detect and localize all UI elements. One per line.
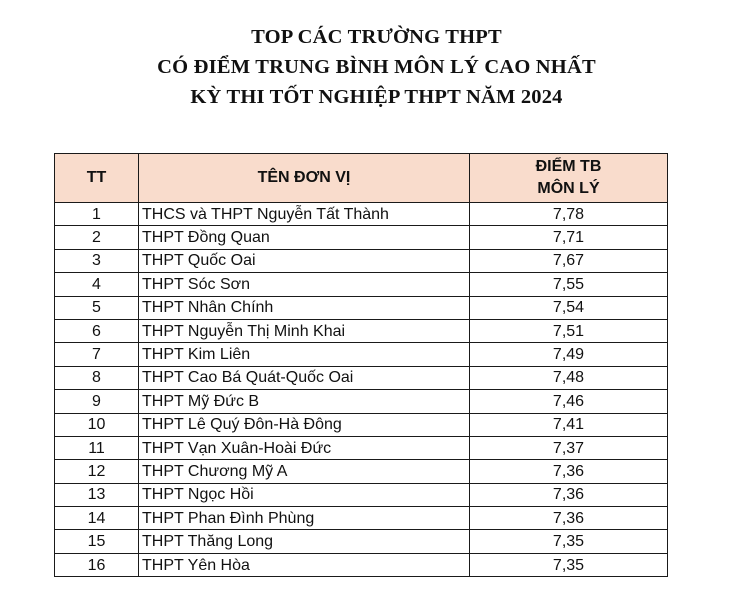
table-row	[55, 390, 668, 413]
title-line-1: TOP CÁC TRƯỜNG THPT	[251, 26, 502, 48]
ranking-table	[54, 153, 668, 577]
row-number: 15	[55, 530, 139, 553]
school-name: THPT Cao Bá Quát-Quốc Oai	[139, 366, 470, 389]
school-name: THPT Chương Mỹ A	[139, 460, 470, 483]
header-score	[470, 154, 668, 203]
title-line-3: KỲ THI TỐT NGHIỆP THPT NĂM 2024	[190, 86, 563, 108]
school-name: THPT Nhân Chính	[139, 296, 470, 319]
row-number: 6	[55, 319, 139, 342]
school-name: THPT Vạn Xuân-Hoài Đức	[139, 436, 470, 459]
header-name: TÊN ĐƠN VỊ	[139, 154, 470, 203]
score-value: 7,36	[470, 483, 668, 506]
table-row	[55, 273, 668, 296]
row-number: 4	[55, 273, 139, 296]
row-number: 12	[55, 460, 139, 483]
score-value: 7,78	[470, 203, 668, 226]
table-row	[55, 249, 668, 272]
table-row	[55, 319, 668, 342]
table-row	[55, 553, 668, 576]
score-value: 7,35	[470, 530, 668, 553]
row-number: 8	[55, 366, 139, 389]
row-number: 7	[55, 343, 139, 366]
row-number: 16	[55, 553, 139, 576]
title-line-2: CÓ ĐIỂM TRUNG BÌNH MÔN LÝ CAO NHẤT	[157, 56, 596, 78]
row-number: 1	[55, 203, 139, 226]
row-number: 14	[55, 507, 139, 530]
school-name: THCS và THPT Nguyễn Tất Thành	[139, 203, 470, 226]
table-row	[55, 507, 668, 530]
table-row	[55, 436, 668, 459]
table-row	[55, 343, 668, 366]
school-name: THPT Yên Hòa	[139, 553, 470, 576]
score-value: 7,55	[470, 273, 668, 296]
score-value: 7,35	[470, 553, 668, 576]
score-value: 7,49	[470, 343, 668, 366]
school-name: THPT Phan Đình Phùng	[139, 507, 470, 530]
school-name: THPT Đồng Quan	[139, 226, 470, 249]
document-title	[0, 22, 753, 112]
row-number: 3	[55, 249, 139, 272]
header-row	[55, 154, 668, 203]
school-name: THPT Thăng Long	[139, 530, 470, 553]
score-value: 7,51	[470, 319, 668, 342]
row-number: 5	[55, 296, 139, 319]
header-score-line-2: MÔN LÝ	[537, 180, 600, 197]
school-name: THPT Quốc Oai	[139, 249, 470, 272]
table-row	[55, 296, 668, 319]
table-row	[55, 460, 668, 483]
school-name: THPT Sóc Sơn	[139, 273, 470, 296]
row-number: 10	[55, 413, 139, 436]
table-body	[55, 203, 668, 577]
score-value: 7,36	[470, 460, 668, 483]
school-name: THPT Mỹ Đức B	[139, 390, 470, 413]
score-value: 7,71	[470, 226, 668, 249]
table-row	[55, 366, 668, 389]
score-value: 7,46	[470, 390, 668, 413]
table-row	[55, 483, 668, 506]
score-value: 7,41	[470, 413, 668, 436]
school-name: THPT Kim Liên	[139, 343, 470, 366]
table-row	[55, 203, 668, 226]
header-tt: TT	[55, 154, 139, 203]
school-name: THPT Lê Quý Đôn-Hà Đông	[139, 413, 470, 436]
row-number: 9	[55, 390, 139, 413]
score-value: 7,37	[470, 436, 668, 459]
row-number: 2	[55, 226, 139, 249]
table-row	[55, 530, 668, 553]
table-header	[55, 154, 668, 203]
score-value: 7,48	[470, 366, 668, 389]
score-value: 7,67	[470, 249, 668, 272]
score-value: 7,54	[470, 296, 668, 319]
school-name: THPT Nguyễn Thị Minh Khai	[139, 319, 470, 342]
table-row	[55, 226, 668, 249]
row-number: 11	[55, 436, 139, 459]
score-value: 7,36	[470, 507, 668, 530]
school-name: THPT Ngọc Hồi	[139, 483, 470, 506]
header-score-line-1: ĐIỂM TB	[535, 158, 602, 175]
table-row	[55, 413, 668, 436]
row-number: 13	[55, 483, 139, 506]
